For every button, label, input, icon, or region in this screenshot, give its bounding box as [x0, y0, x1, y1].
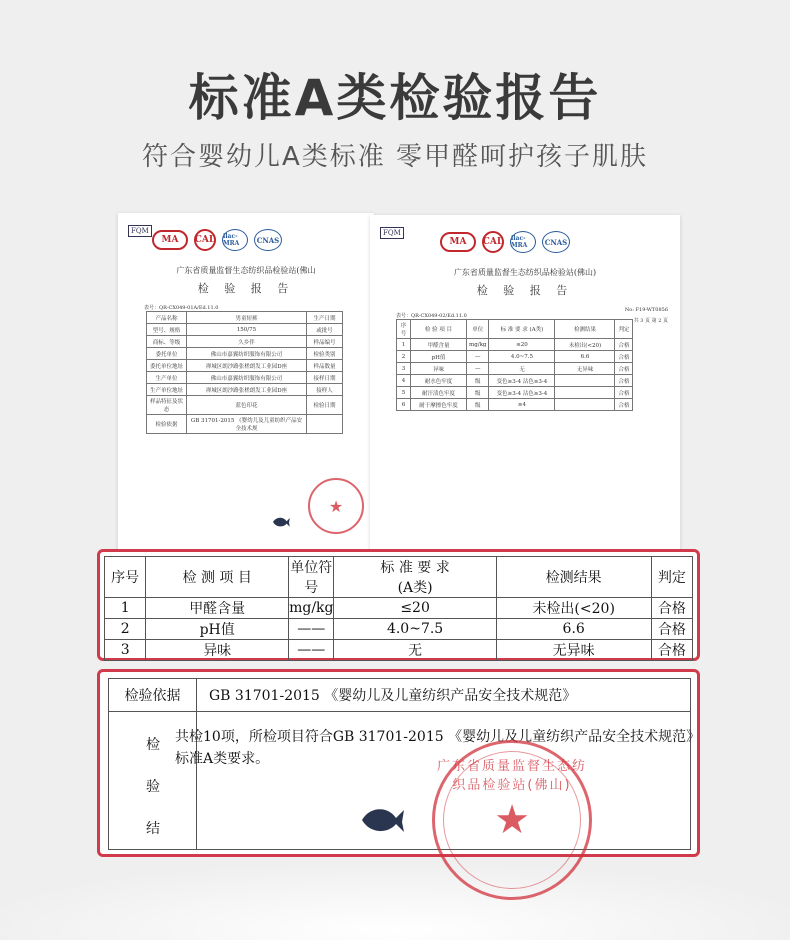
cal-logo: CAL: [194, 229, 216, 251]
fqm-logo: FQM: [380, 227, 404, 239]
table-cell: 未检出(<20): [555, 339, 615, 351]
header-no: 序号: [105, 557, 146, 598]
table-cell: 异味: [411, 363, 467, 375]
table-cell: 1: [397, 339, 411, 351]
table-cell: 样品特征及状态: [147, 396, 187, 415]
header-standard-title: 标 准 要 求: [380, 560, 450, 576]
report-heading: 检 验 报 告: [476, 284, 574, 297]
table-row: [147, 372, 343, 384]
inspection-stamp-small: [308, 478, 364, 534]
table-cell: 样品数量: [307, 360, 343, 372]
table-row: [147, 312, 343, 324]
table-cell: 耐水色牢度: [411, 375, 467, 387]
table-cell: 佛山市嘉翼纺织服饰有限公司: [187, 372, 307, 384]
table-cell: 单位: [467, 320, 489, 339]
table-cell: 委托单位地址: [147, 360, 187, 372]
conclusion-char: 检: [146, 737, 160, 753]
row-no: 1: [105, 598, 146, 619]
table-cell: 禅城区朗沙路张槎朗发工业园D座: [187, 360, 307, 372]
table-cell: 合格: [615, 375, 633, 387]
row-item: pH值: [146, 619, 289, 640]
table-cell: 生产单位地址: [147, 384, 187, 396]
header-verdict: 判定: [651, 557, 692, 598]
table-cell: GB 31701-2015 《婴幼儿及儿童纺织产品安全技术规: [187, 415, 307, 434]
table-cell: 6: [397, 399, 411, 411]
table-cell: 型号、规格: [147, 324, 187, 336]
stamp-text: 广东省质量监督生态纺织品检验站(佛山): [436, 759, 587, 793]
table-cell: 委托单位: [147, 348, 187, 360]
table-row: [397, 363, 633, 375]
table-cell: 合格: [615, 399, 633, 411]
table-cell: 检验依据: [147, 415, 187, 434]
header-standard-sub: (A类): [397, 580, 433, 596]
row-unit: mg/kg: [289, 598, 334, 619]
header-standard: [334, 557, 496, 598]
table-cell: —: [467, 363, 489, 375]
table-cell: 4.0~7.5: [489, 351, 555, 363]
report-page-right: [370, 215, 680, 560]
table-cell: ≥4: [489, 399, 555, 411]
table-cell: 久乡伴: [187, 336, 307, 348]
table-cell: 商标、等级: [147, 336, 187, 348]
table-cell: 级: [467, 375, 489, 387]
report-heading: 检 验 报 告: [197, 282, 295, 295]
table-row: [397, 387, 633, 399]
table-cell: 5: [397, 387, 411, 399]
table-cell: [555, 375, 615, 387]
table-cell: 3: [397, 363, 411, 375]
row-item: 异味: [146, 640, 289, 661]
certification-logos: [118, 213, 374, 251]
row-item: 甲醛含量: [146, 598, 289, 619]
table-cell: 男童短裤: [187, 312, 307, 324]
table-row: [147, 396, 343, 415]
cma-logo: MA: [440, 232, 476, 252]
table-cell: 变色≥3-4 沾色≥3-4: [489, 387, 555, 399]
table-row: [397, 399, 633, 411]
table-cell: 样品编号: [307, 336, 343, 348]
form-number: 表号：QR-CX049-01A/Ed.11.0: [144, 305, 219, 311]
table-header-row: [105, 557, 693, 598]
form-number: 表号：QR-CX049-02/Ed.11.0: [396, 313, 467, 319]
table-cell: 生产日期: [307, 312, 343, 324]
table-cell: 无异味: [555, 363, 615, 375]
certification-logos: [370, 215, 680, 253]
inspection-stamp: [432, 740, 592, 900]
table-cell: 判定: [615, 320, 633, 339]
row-result: 未检出(<20): [496, 598, 651, 619]
table-cell: [555, 399, 615, 411]
table-row: [147, 336, 343, 348]
zoomed-results-panel: [97, 549, 700, 661]
table-row: [147, 348, 343, 360]
report-info-table: [146, 311, 343, 434]
table-cell: 序号: [397, 320, 411, 339]
page-subtitle: 符合婴幼儿A类标准 零甲醛呵护孩子肌肤: [141, 142, 649, 172]
row-standard: 4.0~7.5: [334, 619, 496, 640]
row-standard: ≤20: [334, 598, 496, 619]
table-cell: 级: [467, 387, 489, 399]
report-org: 广东省质量监督生态纺织品检验站(佛山: [176, 266, 316, 275]
fish-logo-icon: [270, 514, 292, 530]
star-icon: ★: [328, 496, 344, 516]
zoomed-results-table: [104, 556, 693, 661]
table-row: [397, 320, 633, 339]
cal-logo: CAL: [482, 231, 504, 253]
table-cell: 无: [489, 363, 555, 375]
report-number: No: F19-WT0856: [624, 307, 668, 313]
page-info: 共 3 页 第 2 页: [633, 318, 668, 324]
table-cell: 150/75: [187, 324, 307, 336]
table-cell: pH值: [411, 351, 467, 363]
header-result: 检测结果: [496, 557, 651, 598]
fqm-logo: FQM: [128, 225, 152, 237]
table-cell: 合格: [615, 339, 633, 351]
table-cell: 合格: [615, 387, 633, 399]
table-cell: 2: [397, 351, 411, 363]
table-cell: 合格: [615, 351, 633, 363]
row-result: 6.6: [496, 619, 651, 640]
conclusion-char: 验: [146, 779, 160, 795]
table-cell: 检验类别: [307, 348, 343, 360]
background-glow: [0, 860, 790, 940]
table-cell: 检验日期: [307, 396, 343, 415]
table-cell: 生产单位: [147, 372, 187, 384]
table-row: [147, 415, 343, 434]
fish-logo-icon: [358, 800, 406, 840]
table-cell: 耐汗渍色牢度: [411, 387, 467, 399]
conclusion-char: 结: [146, 821, 160, 837]
inspection-basis-row: [108, 678, 691, 712]
row-verdict: 合格: [651, 640, 692, 661]
row-unit: ——: [289, 619, 334, 640]
ilac-logo: ilac-MRA: [510, 231, 536, 253]
table-row: [397, 339, 633, 351]
row-no: 3: [105, 640, 146, 661]
table-cell: 4: [397, 375, 411, 387]
table-cell: 6.6: [555, 351, 615, 363]
page-title: 标准A类检验报告: [188, 69, 602, 127]
row-verdict: 合格: [651, 619, 692, 640]
star-icon: ★: [494, 797, 530, 843]
report-results-table: [396, 319, 633, 411]
table-cell: [307, 415, 343, 434]
table-cell: 变色≥3-4 沾色≥3-4: [489, 375, 555, 387]
table-cell: 耐干摩擦色牢度: [411, 399, 467, 411]
table-cell: 或批号: [307, 324, 343, 336]
table-row: [147, 324, 343, 336]
table-cell: 检测结果: [555, 320, 615, 339]
table-cell: 蓝色印花: [187, 396, 307, 415]
header-unit: 单位符号: [289, 557, 334, 598]
cma-logo: MA: [152, 230, 188, 250]
basis-label: 检验依据: [109, 679, 197, 711]
table-cell: 检 验 项 目: [411, 320, 467, 339]
ilac-logo: ilac-MRA: [222, 229, 248, 251]
table-cell: 接样人: [307, 384, 343, 396]
cnas-logo: CNAS: [542, 231, 570, 253]
table-cell: 产品名称: [147, 312, 187, 324]
basis-value: GB 31701-2015 《婴幼儿及儿童纺织产品安全技术规范》: [209, 688, 577, 704]
table-cell: 级: [467, 399, 489, 411]
table-cell: 标 准 要 求 (A类): [489, 320, 555, 339]
table-cell: —: [467, 351, 489, 363]
row-verdict: 合格: [651, 598, 692, 619]
report-org: 广东省质量监督生态纺织品检验站(佛山): [453, 268, 597, 277]
table-row: [105, 598, 693, 619]
table-row: [397, 351, 633, 363]
table-cell: 佛山市嘉翼纺织服饰有限公司: [187, 348, 307, 360]
table-cell: 禅城区朗沙路张槎朗发工业园D座: [187, 384, 307, 396]
table-row: [105, 619, 693, 640]
table-row: [147, 384, 343, 396]
table-row: [105, 640, 693, 661]
table-cell: 合格: [615, 363, 633, 375]
table-cell: 接样日期: [307, 372, 343, 384]
table-row: [397, 375, 633, 387]
row-unit: ——: [289, 640, 334, 661]
row-standard: 无: [334, 640, 496, 661]
table-cell: [555, 387, 615, 399]
table-cell: 甲醛含量: [411, 339, 467, 351]
table-cell: ≤20: [489, 339, 555, 351]
row-result: 无异味: [496, 640, 651, 661]
conclusion-text: 共检10项，所检项目符合GB 31701-2015 《婴幼儿及儿童纺织产品安全技术规范》标准A类要求。: [175, 729, 694, 767]
cnas-logo: CNAS: [254, 229, 282, 251]
row-no: 2: [105, 619, 146, 640]
header-item: 检 测 项 目: [146, 557, 289, 598]
table-cell: mg/kg: [467, 339, 489, 351]
table-row: [147, 360, 343, 372]
